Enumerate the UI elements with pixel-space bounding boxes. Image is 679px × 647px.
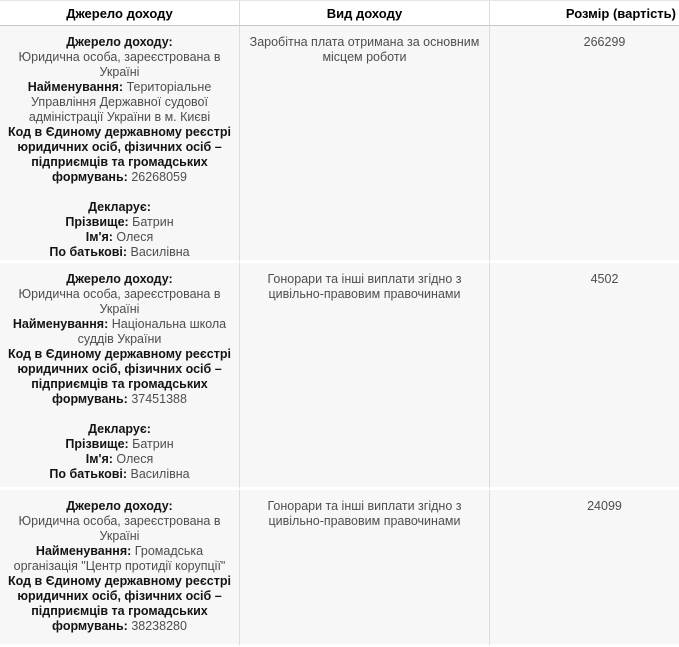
income-type-cell: Гонорари та інші виплати згідно з цивільно-правовим правочинами <box>239 490 489 647</box>
column-header-income-type: Вид доходу <box>239 1 489 26</box>
column-header-amount: Розмір (вартість) <box>489 1 679 26</box>
source-paragraph: Прізвище: Батрин <box>65 437 174 451</box>
header-row <box>0 1 679 26</box>
table-row <box>0 263 679 490</box>
income-type-cell: Гонорари та інші виплати згідно з цивільно-правовим правочинами <box>239 263 489 490</box>
source-paragraph: Ім'я: Олеся <box>85 452 154 466</box>
income-source-cell <box>0 490 239 647</box>
column-header-income-source: Джерело доходу <box>0 1 239 26</box>
source-paragraph: Код в Єдиному державному реєстрі юридичних осіб, фізичних осіб – підприємців та громадських формувань: 26268059 <box>8 125 231 184</box>
source-paragraph: Ім'я: Олеся <box>85 230 154 244</box>
income-type-cell: Заробітна плата отримана за основним місцем роботи <box>239 26 489 263</box>
source-paragraph: Джерело доходу: <box>66 35 173 49</box>
table-row <box>0 26 679 263</box>
amount-cell: 24099 <box>489 490 679 647</box>
source-paragraph: Код в Єдиному державному реєстрі юридичних осіб, фізичних осіб – підприємців та громадських формувань: 37451388 <box>8 347 231 406</box>
source-paragraph: Юридична особа, зареєстрована в Україні <box>18 50 221 79</box>
source-paragraph <box>5 407 234 422</box>
source-paragraph: Джерело доходу: <box>66 272 173 286</box>
source-paragraph <box>5 185 234 200</box>
source-paragraph: Прізвище: Батрин <box>65 215 174 229</box>
income-source-cell <box>0 263 239 490</box>
source-paragraph: Найменування: Територіальне Управління Державної судової адміністрації України в м. Києві <box>27 80 212 124</box>
source-paragraph: По батькові: Василівна <box>49 467 190 481</box>
income-table-header <box>0 1 679 26</box>
income-source-cell <box>0 26 239 263</box>
source-paragraph: Джерело доходу: <box>66 499 173 513</box>
source-paragraph: Найменування: Національна школа суддів України <box>12 317 227 346</box>
source-paragraph: Декларує: <box>88 422 151 436</box>
amount-cell: 4502 <box>489 263 679 490</box>
amount-cell: 266299 <box>489 26 679 263</box>
income-table-body <box>0 26 679 647</box>
source-paragraph: Декларує: <box>88 200 151 214</box>
source-paragraph: По батькові: Василівна <box>49 245 190 259</box>
source-paragraph: Юридична особа, зареєстрована в Україні <box>18 514 221 543</box>
table-row <box>0 490 679 647</box>
source-paragraph: Юридична особа, зареєстрована в Україні <box>18 287 221 316</box>
source-paragraph: Найменування: Громадська організація "Центр протидії корупції" <box>13 544 226 573</box>
source-paragraph: Код в Єдиному державному реєстрі юридичних осіб, фізичних осіб – підприємців та громадських формувань: 38238280 <box>8 574 231 633</box>
